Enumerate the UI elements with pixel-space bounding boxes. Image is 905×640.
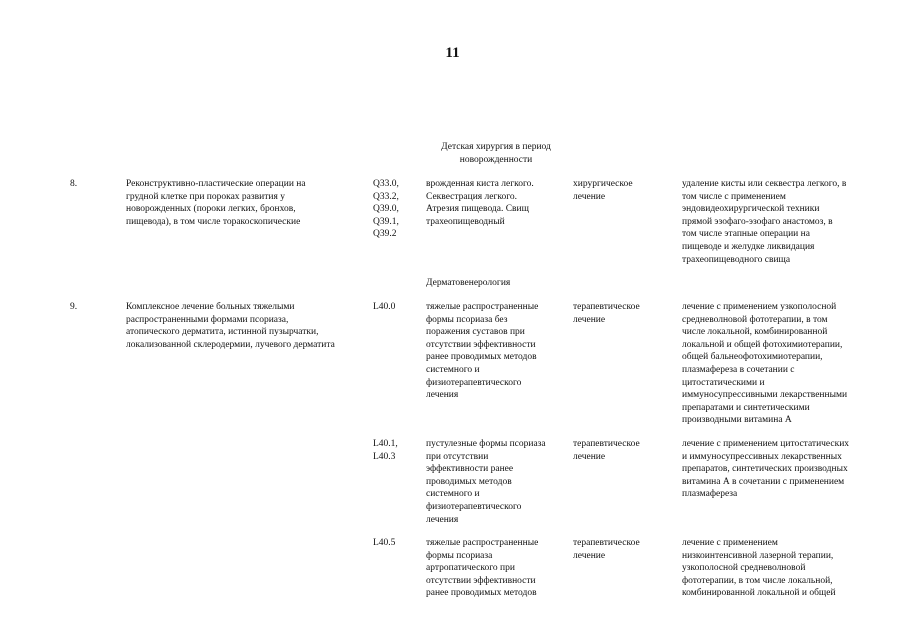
treatment-type: терапевтическое лечение (573, 302, 640, 325)
treatment-type: терапевтическое лечение (573, 439, 640, 462)
treatment-method: лечение с применением цитостатических и иммуносупрессивных лекарственных препаратов, синтетических производных витамина А в сочетании с применением плазмафереза (682, 439, 850, 500)
row-number: 8. (70, 179, 78, 189)
section-heading-neonatal-surgery: Детская хирургия в период новорожденности (441, 142, 551, 165)
patient-model: тяжелые распространенные формы псориаза без поражения суставов при отсутствии эффективности ранее проводимых методов системного и физиотерапевтического лечения (426, 302, 539, 401)
patient-model: пустулезные формы псориаза при отсутствии эффективности ранее проводимых методов системного и физиотерапевтического лечения (426, 439, 546, 525)
icd-codes: L40.5 (373, 538, 396, 548)
procedure-name: Реконструктивно-пластические операции на грудной клетке при пороках развития у новорожденных (пороки легких, бронхов, пищевода), в том числе торакоскопические (126, 179, 306, 227)
icd-codes: L40.1, L40.3 (373, 439, 398, 462)
procedure-name: Комплексное лечение больных тяжелыми распространенными формами псориаза, атопического дерматита, истинной пузырчатки, локализованной склеродермии, лучевого дерматита (126, 302, 335, 350)
treatment-method: удаление кисты или секвестра легкого, в том числе с применением эндовидеохирургической техники прямой эзофаго-эзофаго анастомоз, в том числе этапные операции на пищеводе и желудке ликвидация трахеопищеводного свища (682, 179, 847, 265)
treatment-method: лечение с применением узкополосной средневолновой фототерапии, в том числе локальной, комбинированной локальной и общей фотохимиотерапии, общей бальнеофотохимиотерапии, плазмафереза в сочетании с цитостатическими и иммуносупрессивными лекарственными препаратами и синтетическими производными витамина А (682, 302, 848, 426)
page-number: 11 (445, 45, 460, 61)
row-number: 9. (70, 302, 78, 312)
icd-codes: L40.0 (373, 302, 396, 312)
patient-model: тяжелые распространенные формы псориаза артропатического при отсутствии эффективности ранее проводимых методов (426, 538, 539, 599)
treatment-type: терапевтическое лечение (573, 538, 640, 561)
treatment-type: хирургическое лечение (573, 179, 633, 202)
patient-model: врожденная киста легкого. Секвестрация легкого. Атрезия пищевода. Свищ трахеопищеводный (426, 179, 534, 227)
icd-codes: Q33.0, Q33.2, Q39.0, Q39.1, Q39.2 (373, 179, 399, 240)
section-heading-dermatovenereology: Дерматовенерология (426, 278, 511, 288)
treatment-method: лечение с применением низкоинтенсивной лазерной терапии, узкополосной средневолновой фототерапии, в том числе локальной, комбинированной локальной и общей (682, 538, 836, 599)
